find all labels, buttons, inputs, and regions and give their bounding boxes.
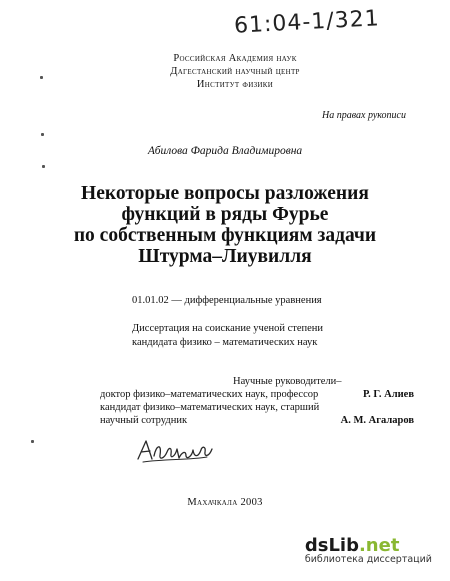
dslib-logo: [305, 535, 432, 556]
org-line: Институт физики: [196, 79, 274, 90]
signature-image: [135, 432, 215, 466]
degree-line: Диссертация на соискание ученой степени: [132, 323, 324, 334]
advisor-name: Р. Г. Алиев: [363, 389, 414, 400]
advisors-heading: Научные руководители–: [233, 376, 342, 387]
title-line: по собственным функциям задачи: [73, 225, 377, 246]
handwritten-call-number: 61:04-1/321: [233, 6, 381, 39]
dslib-watermark: [305, 535, 432, 565]
advisor-row: [100, 388, 414, 401]
advisor-position: научный сотрудник: [100, 415, 188, 426]
title-line: Некоторые вопросы разложения: [81, 183, 369, 204]
watermark-tagline: библиотека диссертаций: [304, 554, 432, 565]
title-line: Штурма–Лиувилля: [138, 246, 312, 267]
logo-text-right: .net: [358, 535, 400, 556]
scan-speck: [42, 165, 45, 168]
advisors-block: [100, 375, 414, 427]
advisor-name: А. М. Агаларов: [340, 415, 414, 426]
title-line: функций в ряды Фурье: [121, 204, 329, 225]
advisor-row: [100, 401, 414, 414]
dissertation-title: [0, 183, 450, 267]
author-name: Абилова Фарида Владимировна: [147, 145, 303, 157]
scan-speck: [40, 76, 43, 79]
scan-speck: [41, 133, 44, 136]
organization-header: [120, 52, 350, 91]
degree-statement: [132, 322, 323, 349]
scan-speck: [31, 440, 34, 443]
handwritten-signature: [135, 432, 215, 471]
advisor-row: [100, 414, 414, 427]
specialty-code: 01.01.02 — дифференциальные уравнения: [132, 295, 322, 306]
org-line: Дагестанский научный центр: [170, 66, 300, 77]
advisor-credentials: кандидат физико–математических наук, старший: [100, 402, 320, 413]
city-and-year: Махачкала 2003: [187, 497, 263, 508]
org-line: Российская Академия наук: [173, 53, 297, 64]
logo-text-left: dsLib: [304, 535, 359, 556]
advisor-credentials: доктор физико–математических наук, профессор: [100, 389, 319, 400]
degree-line: кандидата физико – математических наук: [132, 336, 318, 348]
manuscript-rights-note: На правах рукописи: [322, 110, 406, 121]
